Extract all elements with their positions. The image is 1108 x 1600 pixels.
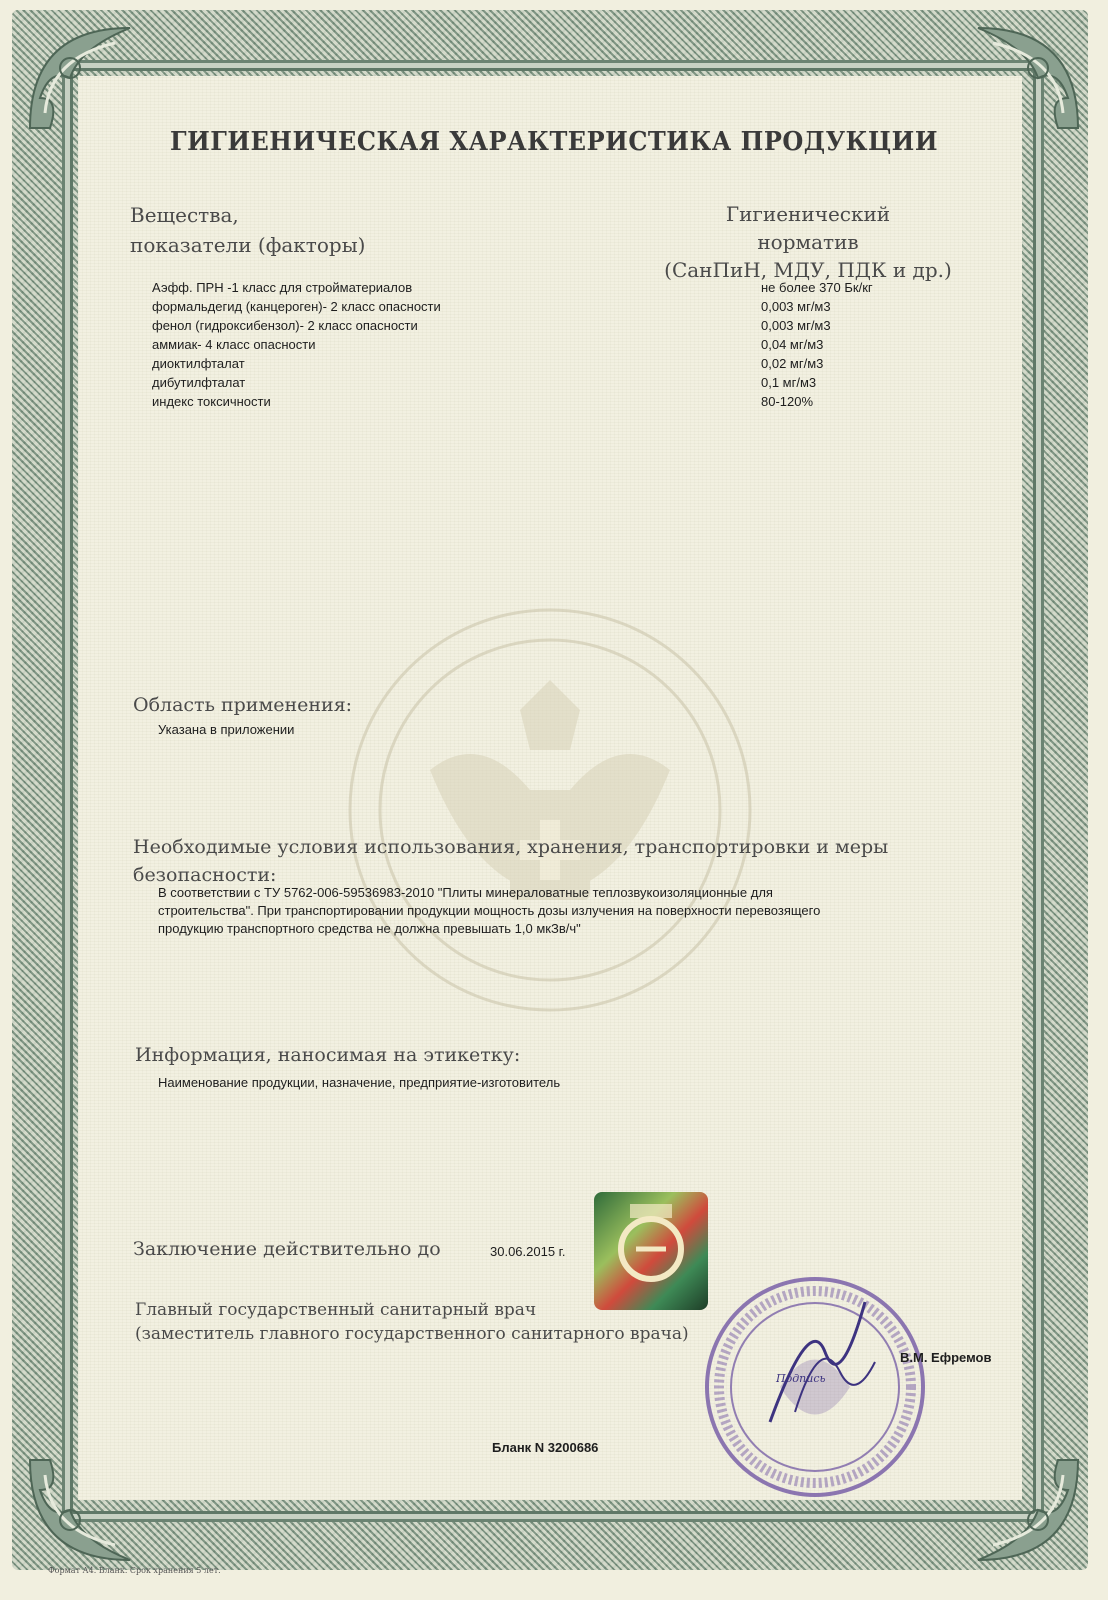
substance-name: диоктилфталат xyxy=(152,356,245,371)
substances-header-line: показатели (факторы) xyxy=(130,233,366,257)
signer-subtitle: (заместитель главного государственного санитарного врача) xyxy=(135,1324,689,1344)
application-text: Указана в приложении xyxy=(158,722,295,737)
norm-value: 80-120% xyxy=(761,394,814,409)
coat-of-arms-watermark-icon xyxy=(330,590,770,1030)
hologram-icon xyxy=(594,1192,708,1310)
norm-value: не более 370 Бк/кг xyxy=(761,280,873,295)
norm-value: 0,1 мг/м3 xyxy=(761,375,817,390)
substance-name: Аэфф. ПРН -1 класс для стройматериалов xyxy=(152,280,413,295)
corner-ornament-icon xyxy=(968,1450,1088,1570)
substances-header-line: Вещества, xyxy=(130,203,239,227)
table-row xyxy=(152,318,912,337)
official-stamp-icon xyxy=(700,1272,930,1502)
substances-table xyxy=(152,280,912,413)
corner-ornament-icon xyxy=(20,18,140,138)
corner-ornament-icon xyxy=(968,18,1088,138)
blank-number: Бланк N 3200686 xyxy=(492,1440,599,1455)
conditions-text-line: В соответствии с ТУ 5762-006-59536983-2010 "Плиты минераловатные теплозвукоизоляционные для xyxy=(158,885,773,900)
document-title: ГИГИЕНИЧЕСКАЯ ХАРАКТЕРИСТИКА ПРОДУКЦИИ xyxy=(170,124,938,157)
validity-label: Заключение действительно до xyxy=(133,1238,441,1260)
substance-name: формальдегид (канцероген)- 2 класс опасности xyxy=(152,299,441,314)
norm-header-line: норматив xyxy=(757,230,859,254)
table-row xyxy=(152,394,912,413)
signer-title: Главный государственный санитарный врач xyxy=(135,1300,537,1320)
validity-date: 30.06.2015 г. xyxy=(490,1244,566,1259)
table-row xyxy=(152,356,912,375)
norm-value: 0,02 мг/м3 xyxy=(761,356,824,371)
table-row xyxy=(152,337,912,356)
norm-value: 0,003 мг/м3 xyxy=(761,318,831,333)
footnote: Формат А4. Бланк. Срок хранения 5 лет. xyxy=(48,1566,221,1575)
norm-header xyxy=(658,200,958,284)
substance-name: фенол (гидроксибензол)- 2 класс опасности xyxy=(152,318,418,333)
table-row xyxy=(152,280,912,299)
conditions-text-line: строительства". При транспортировании продукции мощность дозы излучения на поверхности перевозящего xyxy=(158,903,821,918)
norm-header-line: Гигиенический xyxy=(725,202,891,226)
norm-value: 0,04 мг/м3 xyxy=(761,337,824,352)
corner-ornament-icon xyxy=(20,1450,140,1570)
substance-name: аммиак- 4 класс опасности xyxy=(152,337,316,352)
substance-name: дибутилфталат xyxy=(152,375,246,390)
conditions-text xyxy=(158,884,820,938)
conditions-heading-line: Необходимые условия использования, хранения, транспортировки и меры xyxy=(133,836,889,858)
table-row xyxy=(152,299,912,318)
norm-header-line: (СанПиН, МДУ, ПДК и др.) xyxy=(664,258,952,282)
label-info-heading: Информация, наносимая на этикетку: xyxy=(135,1044,521,1066)
norm-value: 0,003 мг/м3 xyxy=(761,299,831,314)
application-heading: Область применения: xyxy=(133,694,353,716)
conditions-heading-line: безопасности: xyxy=(133,864,277,886)
substance-name: индекс токсичности xyxy=(152,394,271,409)
conditions-text-line: продукцию транспортного средства не должна превышать 1,0 мкЗв/ч" xyxy=(158,921,581,936)
table-row xyxy=(152,375,912,394)
signature-caption: Подпись xyxy=(776,1372,826,1385)
signer-name: В.М. Ефремов xyxy=(900,1350,992,1365)
label-info-text: Наименование продукции, назначение, предприятие-изготовитель xyxy=(158,1075,561,1090)
substances-header xyxy=(130,200,365,260)
